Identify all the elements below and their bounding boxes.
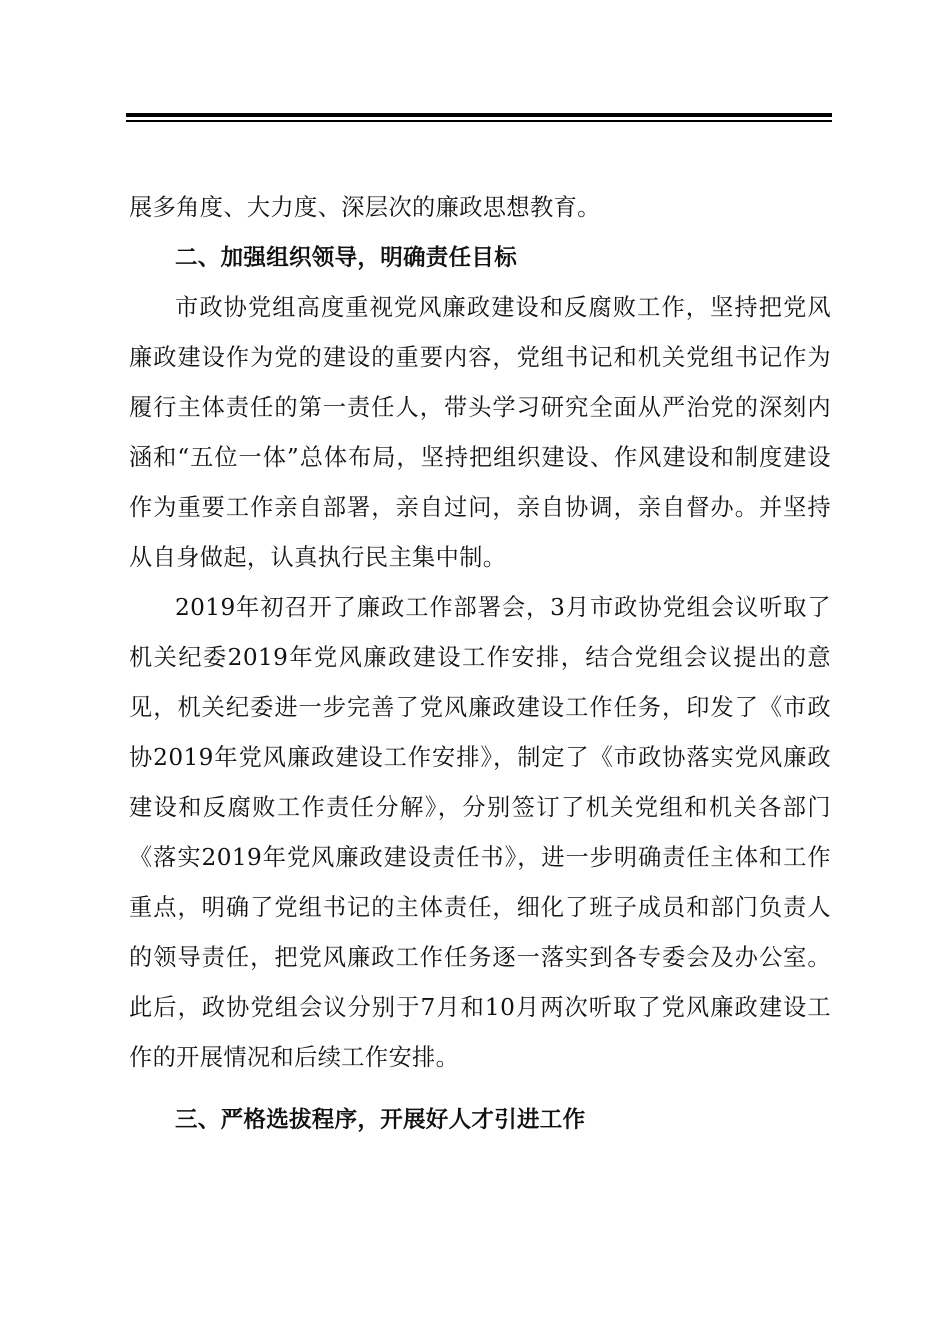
header-double-rule-thin [126, 120, 832, 122]
paragraph-leadership: 市政协党组高度重视党风廉政建设和反腐败工作，坚持把党风廉政建设作为党的建设的重要内容，党组书记和机关党组书记作为履行主体责任的第一责任人，带头学习研究全面从严治党的深刻内涵和“五位一体”总体布局，坚持把组织建设、作风建设和制度建设作为重要工作亲自部署，亲自过问，亲自协调，亲自督办。并坚持从自身做起，认真执行民主集中制。 [129, 294, 831, 571]
header-double-rule-thick [126, 113, 832, 117]
section-heading-2: 二、加强组织领导，明确责任目标 [175, 245, 518, 271]
paragraph-2019-deployment: 2019年初召开了廉政工作部署会，3月市政协党组会议听取了机关纪委2019年党风廉政建设工作安排，结合党组会议提出的意见，机关纪委进一步完善了党风廉政建设工作任务，印发了《市政协2019年党风廉政建设工作安排》，制定了《市政协落实党风廉政建设和反腐败工作责任分解》，分别签订了机关党组和机关各部门《落实2019年党风廉政建设责任书》，进一步明确责任主体和工作重点，明确了党组书记的主体责任，细化了班子成员和部门负责人的领导责任，把党风廉政工作任务逐一落实到各专委会及办公室。此后，政协党组会议分别于7月和10月两次听取了党风廉政建设工作的开展情况和后续工作安排。 [129, 594, 831, 1071]
section-heading-3: 三、严格选拔程序，开展好人才引进工作 [175, 1107, 586, 1133]
document-body [129, 183, 831, 1145]
paragraph-continuation: 展多角度、大力度、深层次的廉政思想教育。 [129, 194, 601, 221]
